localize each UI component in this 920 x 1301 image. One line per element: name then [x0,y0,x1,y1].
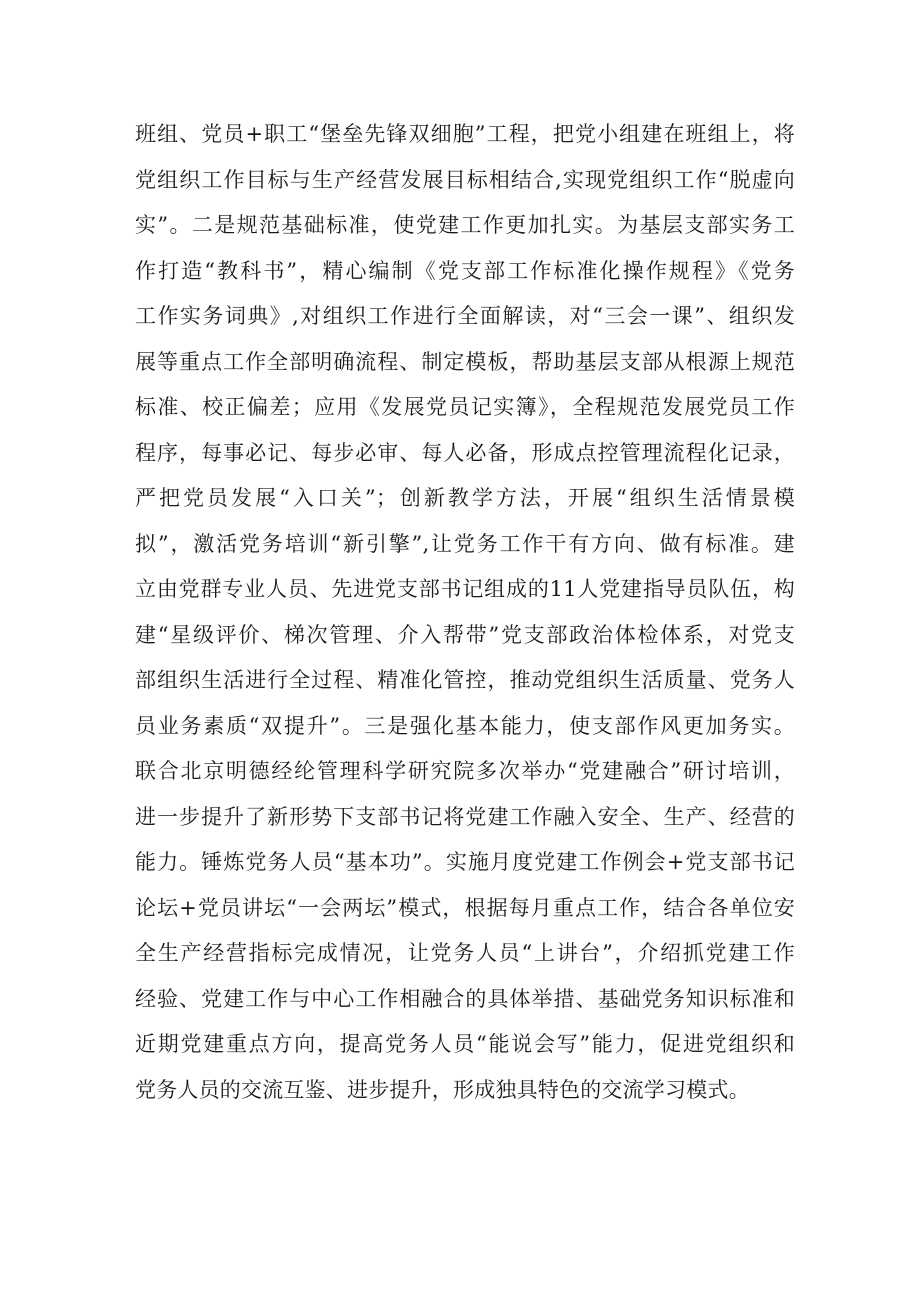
text-line: 党组织工作目标与生产经营发展目标相结合,实现党组织工作“脱虚向 [135,167,795,192]
text-line: 立由党群专业人员、先进党支部书记组成的11人党建指导员队伍，构 [135,577,795,601]
body-paragraph [135,112,795,1113]
text-line: 标准、校正偏差；应用《发展党员记实簿》，全程规范发展党员工作 [135,395,795,419]
text-line: 作打造“教科书”，精心编制《党支部工作标准化操作规程》《党务 [135,258,795,283]
text-line: 全生产经营指标完成情况，让党务人员“上讲台”，介绍抓党建工作 [135,941,795,965]
text-line: 工作实务词典》,对组织工作进行全面解读，对“三会一课”、组织发 [135,304,795,328]
text-line: 实”。二是规范基础标准，使党建工作更加扎实。为基层支部实务工 [135,213,795,237]
text-line: 严把党员发展“入口关”；创新教学方法，开展“组织生活情景模 [135,486,795,510]
text-line: 班组、党员+职工“堡垒先锋双细胞”工程，把党小组建在班组上，将 [135,122,795,146]
text-line: 部组织生活进行全过程、精准化管控，推动党组织生活质量、党务人 [135,668,795,692]
text-line: 员业务素质“双提升”。三是强化基本能力，使支部作风更加务实。 [135,713,795,738]
text-line: 联合北京明德经纶管理科学研究院多次举办“党建融合”研讨培训， [135,759,795,783]
text-line: 能力。锤炼党务人员“基本功”。实施月度党建工作例会+党支部书记 [135,850,795,874]
text-line: 近期党建重点方向，提高党务人员“能说会写”能力，促进党组织和 [135,1032,795,1056]
text-line: 论坛+党员讲坛“一会两坛”模式，根据每月重点工作，结合各单位安 [135,895,795,920]
text-line: 程序，每事必记、每步必审、每人必备，形成点控管理流程化记录， [135,440,795,465]
text-line: 进一步提升了新形势下支部书记将党建工作融入安全、生产、经营的 [135,804,795,829]
text-line: 党务人员的交流互鉴、进步提升，形成独具特色的交流学习模式。 [135,1077,750,1102]
text-line: 建“星级评价、梯次管理、介入帮带”党支部政治体检体系，对党支 [135,622,795,647]
text-line: 拟”，激活党务培训“新引擎”,让党务工作干有方向、做有标准。建 [135,531,795,556]
text-line: 经验、党建工作与中心工作相融合的具体举措、基础党务知识标准和 [135,986,795,1011]
text-line: 展等重点工作全部明确流程、制定模板，帮助基层支部从根源上规范 [135,349,795,374]
